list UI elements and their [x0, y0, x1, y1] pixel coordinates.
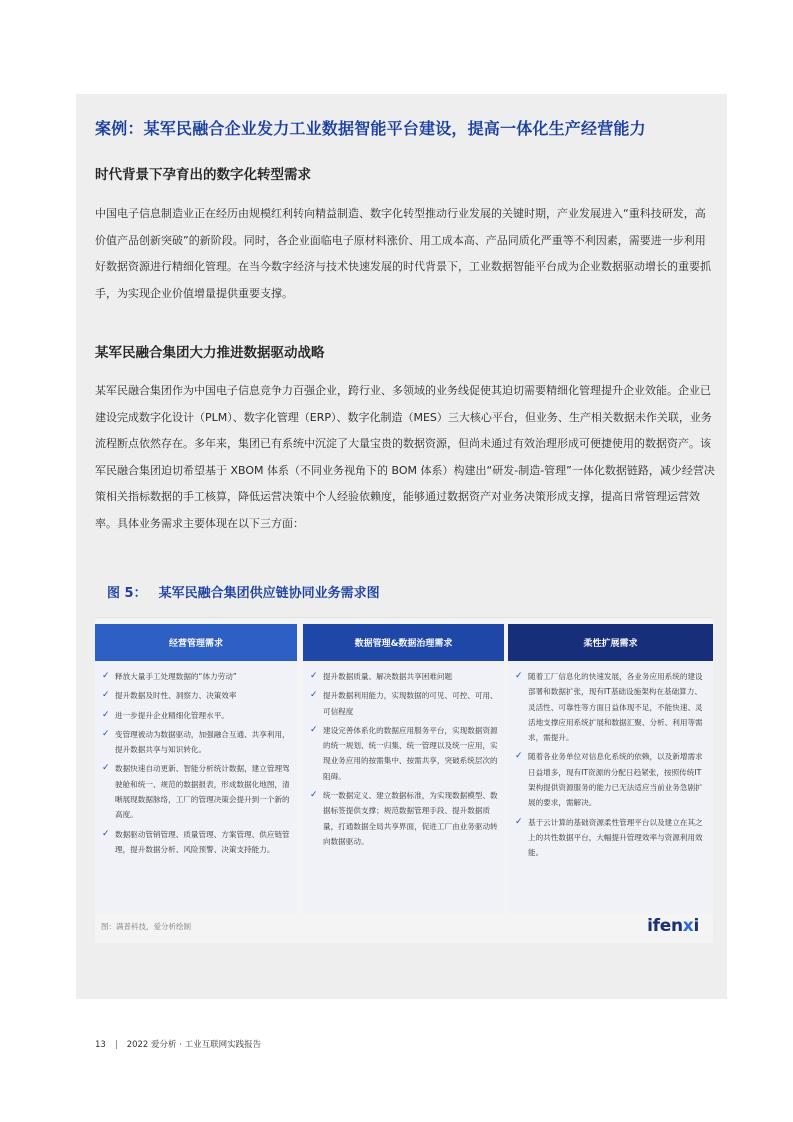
- requirement-item: [515, 815, 707, 861]
- requirement-item: [310, 669, 498, 684]
- requirement-item-text: 数据驱动管销管理、质量管理、方案管理、供应链管理，提升数据分析、风险预警、决策支持能力。: [115, 829, 290, 854]
- requirement-item: [310, 723, 498, 784]
- requirement-item-text: 数据快速自动更新、智能分析统计数据，建立管理驾驶舱和统一、规范的数据报表，形成数据化地图，清晰展现数据脉络，工厂的管理决策会提升到一个新的高度。: [115, 764, 290, 820]
- requirement-item: [310, 788, 498, 849]
- page-number: 13: [95, 1040, 106, 1050]
- requirement-column-header: 数据管理&数据治理需求: [303, 624, 504, 661]
- checkmark-icon: ✓: [102, 671, 110, 681]
- page-footer: [95, 1038, 261, 1050]
- checkmark-icon: ✓: [310, 671, 318, 681]
- requirement-item: [102, 688, 291, 703]
- figure-source: 图：满普科技，爱分析绘制: [101, 922, 191, 931]
- requirement-item-text: 建设完善体系化的数据应用服务平台，实现数据资源的统一规划、统一归集、统一管理以及统一应用，实现业务应用的按需集中、按需共享，突破系统层次的阻碍。: [323, 725, 498, 781]
- checkmark-icon: ✓: [102, 690, 110, 701]
- requirement-item-text: 提升数据质量、解决数据共享困难问题: [323, 672, 453, 681]
- checkmark-icon: ✓: [515, 671, 523, 681]
- requirement-item-text: 统一数据定义、建立数据标准，为实现数据模型、数据标签提供支撑；规范数据管理手段、提升数据质量，打通数据全局共享界面，促进工厂由业务驱动转向数据驱动。: [323, 791, 498, 846]
- checkmark-icon: ✓: [310, 790, 318, 801]
- requirement-item: [515, 749, 707, 810]
- requirement-item-text: 随着工厂信息化的快速发展，各业务应用系统的建设部署和数据扩张，现有IT基础设施架构在基础算力、灵活性、可靠性等方面日益体现不足，不能快速、灵活地支撑应用系统扩展和数据汇聚、分析、利用等需求，需提升。: [528, 672, 703, 743]
- section-heading-background: 时代背景下孕育出的数字化转型需求: [95, 167, 311, 183]
- requirement-column-header: 经营管理需求: [95, 624, 297, 661]
- requirement-item: [102, 669, 291, 684]
- section-paragraph-background: 中国电子信息制造业正在经历由规模红利转向精益制造、数字化转型推动行业发展的关键时期，产业发展进入“重科技研发，高价值产品创新突破”的新阶段。同时，各企业面临电子原材料涨价、用工成本高、产品同质化严重等不利因素，需要进一步利用好数据资源进行精细化管理。在当今数字经济与技术快速发展的时代背景下，工业数据智能平台成为企业数据驱动增长的重要抓手，为实现企业价值增量提供重要支撑。: [95, 207, 711, 300]
- requirements-figure: [95, 617, 713, 943]
- requirement-item: [310, 688, 498, 719]
- requirement-item: [102, 727, 291, 758]
- requirement-column-header: 柔性扩展需求: [508, 624, 713, 661]
- requirement-list: [95, 661, 297, 914]
- figure-title: [107, 582, 380, 601]
- checkmark-icon: ✓: [102, 763, 110, 774]
- ifenxi-logo: ifenxi: [647, 916, 699, 936]
- requirement-list: [303, 661, 504, 914]
- requirement-column: [95, 624, 297, 914]
- requirement-item: [102, 761, 291, 822]
- checkmark-icon: ✓: [102, 728, 110, 739]
- section-heading-strategy: 某军民融合集团大力推进数据驱动战略: [95, 345, 325, 361]
- section-paragraph-strategy: 某军民融合集团作为中国电子信息竞争力百强企业，跨行业、多领域的业务线促使其迫切需要精细化管理提升企业效能。企业已建设完成数字化设计（PLM）、数字化管理（ERP）、数字化制造（MES）三大核心平台，但业务、生产相关数据未作关联，业务流程断点依然存在。多年来，集团已有系统中沉淀了大量宝贵的数据资源，但尚未通过有效治理形成可便捷使用的数据资产。该军民融合集团迫切希望基于 XBOM 体系（不同业务视角下的 BOM 体系）构建出“研发-制造-管理”一体化数据链路，减少经营决策相关指标数据的手工核算，降低运营决策中个人经验依赖度，能够通过数据资产对业务决策形成支撑，提高日常管理运营效率。具体业务需求主要体现在以下三方面：: [95, 384, 715, 530]
- requirement-item-text: 随着各业务单位对信息化系统的依赖，以及新增需求日益增多，现有IT资源的分配日趋紧张，按照传统IT架构提供资源服务的能力已无法适应当前业务急剧扩展的要求，需解决。: [528, 752, 703, 808]
- case-title: 案例：某军民融合企业发力工业数据智能平台建设，提高一体化生产经营能力: [95, 119, 646, 138]
- requirement-item: [515, 669, 707, 745]
- checkmark-icon: ✓: [102, 709, 110, 720]
- requirement-column: [508, 624, 713, 914]
- figure-title-text: 某军民融合集团供应链协同业务需求图: [158, 586, 380, 601]
- checkmark-icon: ✓: [310, 724, 318, 735]
- checkmark-icon: ✓: [102, 828, 110, 839]
- figure-label: 图 5：: [107, 586, 147, 601]
- requirement-item: [102, 708, 291, 723]
- footer-separator: |: [114, 1040, 118, 1050]
- requirement-list: [508, 661, 713, 914]
- requirement-item-text: 提升数据利用能力，实现数据的可见、可控、可用、可信程度: [323, 691, 498, 716]
- requirement-item: [102, 827, 291, 858]
- requirement-item-text: 变管理被动为数据驱动，加强融合互通、共享利用，提升数据共享与知识转化。: [115, 729, 290, 755]
- requirement-item-text: 进一步提升企业精细化管理水平。: [115, 710, 229, 720]
- checkmark-icon: ✓: [515, 751, 523, 762]
- checkmark-icon: ✓: [310, 690, 318, 701]
- requirement-column: [303, 624, 504, 914]
- checkmark-icon: ✓: [515, 816, 523, 827]
- requirement-item-text: 提升数据及时性、洞察力、决策效率: [115, 691, 237, 701]
- requirement-item-text: 基于云计算的基础资源柔性管理平台以及建立在其之上的共性数据平台，大幅提升管理效率与资源利用效能。: [528, 817, 703, 858]
- requirement-item-text: 释放大量手工处理数据的“体力劳动”: [115, 672, 237, 681]
- footer-report-title: 2022 爱分析 · 工业互联网实践报告: [126, 1040, 262, 1050]
